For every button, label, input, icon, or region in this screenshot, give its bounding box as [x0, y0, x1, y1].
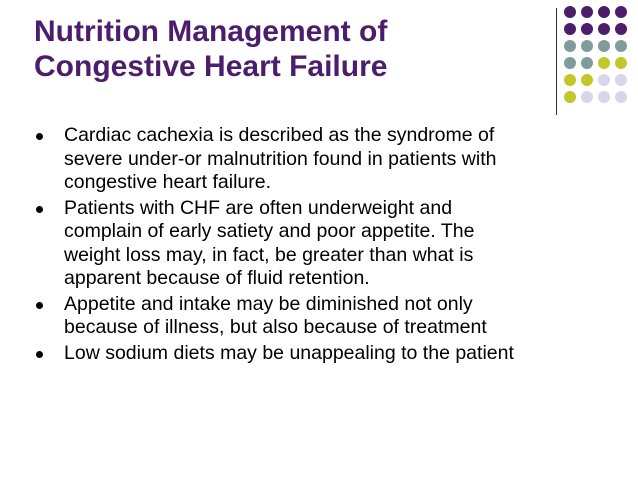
- decorative-dot-olive: [564, 74, 576, 86]
- decorative-dot-olive: [615, 57, 627, 69]
- decorative-dot-purple: [581, 23, 593, 35]
- bullet-dot-icon: [36, 133, 43, 140]
- slide-title: [34, 14, 544, 84]
- decorative-dot-olive: [598, 57, 610, 69]
- decorative-dot-teal: [564, 57, 576, 69]
- decorative-dot-purple: [598, 23, 610, 35]
- bullet-line: congestive heart failure.: [64, 171, 272, 193]
- decorative-dot-teal: [581, 57, 593, 69]
- bullet-item-cachexia: [36, 124, 616, 195]
- bullet-dot-icon: [36, 206, 43, 213]
- decorative-dot-teal: [598, 40, 610, 52]
- bullet-line: Cardiac cachexia is described as the syndrome of: [64, 124, 495, 146]
- bullet-item-sodium: [36, 342, 616, 366]
- decorative-dot-lavender: [581, 91, 593, 103]
- bullet-line: Appetite and intake may be diminished not only: [64, 292, 473, 315]
- decorative-dot-purple: [564, 23, 576, 35]
- bullet-line: apparent because of fluid retention.: [64, 267, 370, 289]
- bullet-line: severe under-or malnutrition found in patients with: [64, 147, 497, 170]
- decorative-dot-grid: [564, 6, 638, 116]
- decorative-dot-lavender: [615, 74, 627, 86]
- decorative-dot-purple: [615, 23, 627, 35]
- decorative-dot-purple: [564, 6, 576, 18]
- bullet-line: weight loss may, in fact, be greater than what is: [64, 243, 474, 266]
- bullet-dot-icon: [36, 302, 43, 309]
- bullet-list: [36, 124, 616, 365]
- bullet-line: complain of early satiety and poor appetite. The: [64, 220, 475, 242]
- decorative-dot-olive: [581, 74, 593, 86]
- decorative-dot-purple: [615, 6, 627, 18]
- bullet-item-appetite: [36, 293, 616, 340]
- decorative-dot-lavender: [598, 91, 610, 103]
- header-divider: [556, 8, 557, 115]
- decorative-dot-lavender: [615, 91, 627, 103]
- decorative-dot-olive: [564, 91, 576, 103]
- decorative-dot-purple: [598, 6, 610, 18]
- bullet-line: Low sodium diets may be unappealing to the patient: [64, 341, 514, 364]
- decorative-dot-teal: [564, 40, 576, 52]
- bullet-line: because of illness, but also because of treatment: [64, 316, 487, 338]
- decorative-dot-lavender: [598, 74, 610, 86]
- decorative-dot-teal: [581, 40, 593, 52]
- bullet-item-underweight: [36, 197, 616, 291]
- bullet-dot-icon: [36, 351, 43, 358]
- decorative-dot-teal: [615, 40, 627, 52]
- title-line-1: Nutrition Management of: [34, 15, 388, 48]
- title-line-2: Congestive Heart Failure: [34, 50, 388, 83]
- bullet-line: Patients with CHF are often underweight and: [64, 196, 453, 219]
- decorative-dot-purple: [581, 6, 593, 18]
